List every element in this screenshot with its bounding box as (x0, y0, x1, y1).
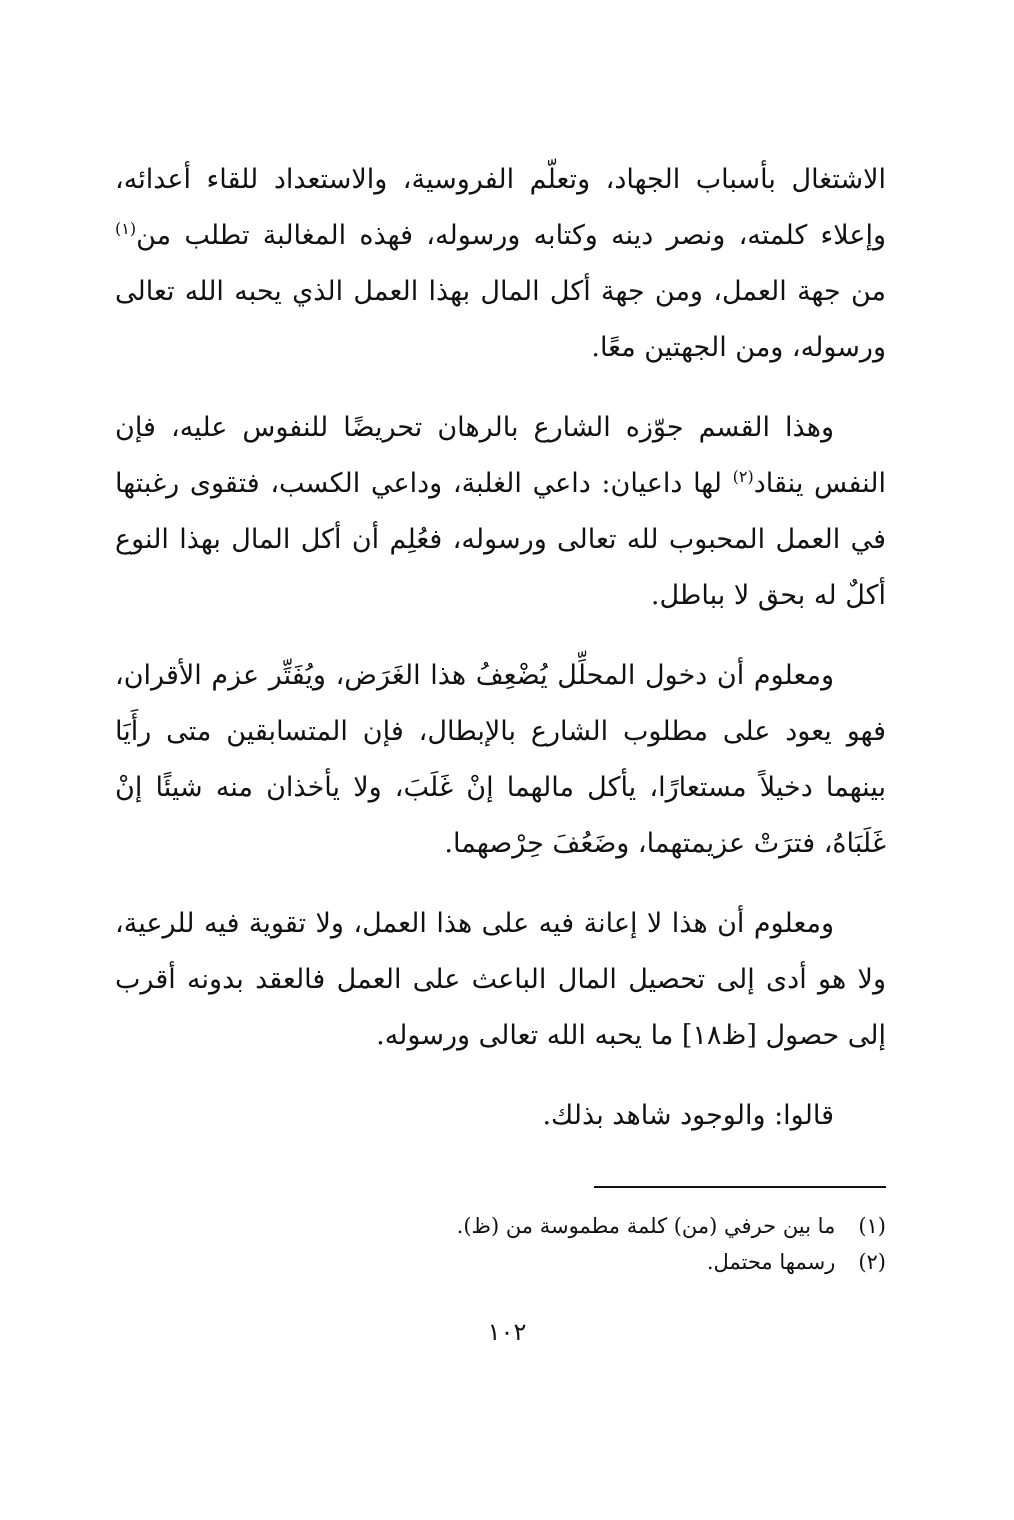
text-segment: ومعلوم أن دخول المحلِّل يُضْعِفُ هذا الغَرَض، ويُفَتِّر عزم الأقران، فهو يعود على مطلوب الشارع بالإبطال، فإن المتسابقين متى رأَيَا بينهما دخيلاً مستعارًا، يأكل مالهما إنْ غَلَبَ، ولا يأخذان منه شيئًا إنْ غَلَبَاهُ، فترَتْ عزيمتهما، وضَعُفَ حِرْصهما. (115, 660, 886, 859)
text-segment: الاشتغال بأسباب الجهاد، وتعلّم الفروسية، والاستعداد للقاء أعدائه، وإعلاء كلمته، ونصر دينه وكتابه ورسوله، فهذه المغالبة تطلب من (115, 164, 886, 251)
text-segment: ومعلوم أن هذا لا إعانة فيه على هذا العمل، ولا تقوية فيه للرعية، ولا هو أدى إلى تحصيل المال الباعث على العمل فالعقد بدونه أقرب إلى حصول [ظ١٨] ما يحبه الله تعالى ورسوله. (115, 908, 886, 1051)
footnote-1 (115, 1208, 886, 1244)
footnotes (115, 1208, 886, 1280)
page-number: ١٠٢ (487, 1318, 527, 1346)
footnote-2 (115, 1244, 886, 1280)
text-segment: لها داعيان: داعي الغلبة، وداعي الكسب، فتقوى رغبتها في العمل المحبوب لله تعالى ورسوله، فعُلِم أن أكل المال بهذا النوع أكلٌ له بحق لا بباطل. (115, 468, 886, 611)
footnote-ref-1: (١) (115, 219, 137, 238)
paragraph-1 (115, 152, 886, 376)
text-segment: من جهة العمل، ومن جهة أكل المال بهذا العمل الذي يحبه الله تعالى ورسوله، ومن الجهتين معًا. (115, 276, 886, 363)
footnote-text: رسمها محتمل. (706, 1250, 836, 1274)
paragraph-3 (115, 648, 886, 872)
footnote-divider (594, 1186, 886, 1188)
footnote-number: (٢) (858, 1250, 886, 1274)
footnote-ref-2: (٢) (732, 467, 754, 486)
paragraph-4 (115, 896, 886, 1064)
paragraph-2 (115, 400, 886, 624)
text-segment: قالوا: والوجود شاهد بذلك. (542, 1100, 834, 1131)
main-text (115, 152, 886, 1168)
paragraph-5 (115, 1088, 886, 1144)
text-segment: وهذا القسم جوّزه الشارع بالرهان تحريضًا للنفوس عليه، فإن النفس ينقاد (115, 412, 886, 499)
footnote-text: ما بين حرفي (من) كلمة مطموسة من (ظ). (456, 1214, 836, 1238)
footnote-number: (١) (858, 1214, 886, 1238)
